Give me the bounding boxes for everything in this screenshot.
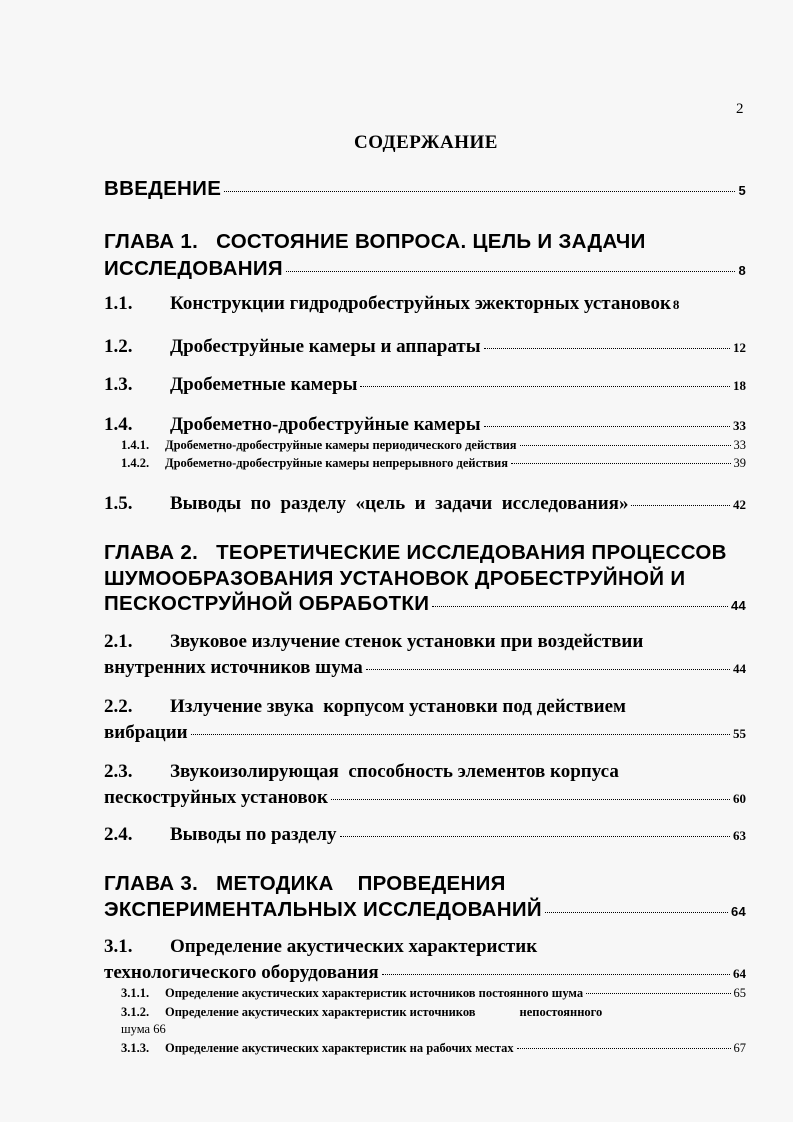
section-number: 2.3.: [104, 761, 133, 782]
toc-section-2-2[interactable]: [104, 694, 746, 747]
toc-section-1-5[interactable]: [104, 493, 746, 515]
section-title-line: внутренних источников шума: [104, 657, 363, 678]
toc-chapter-3[interactable]: [104, 871, 746, 925]
dot-leader: [511, 463, 730, 464]
section-number: 2.1.: [104, 631, 133, 652]
toc-page-number: 33: [733, 418, 746, 433]
section-number: 1.3.: [104, 374, 133, 395]
section-title: Дробеметно-дробеструйные камеры: [170, 414, 481, 435]
subsection-number: 3.1.3.: [121, 1041, 150, 1055]
chapter-title-line: МЕТОДИКА ПРОВЕДЕНИЯ: [216, 872, 506, 895]
dot-leader: [484, 348, 730, 349]
dot-leader: [286, 271, 736, 272]
chapter-title-line: ИССЛЕДОВАНИЯ: [104, 257, 283, 280]
dot-leader: [432, 606, 728, 607]
dot-leader: [340, 836, 730, 837]
subsection-title: Определение акустических характеристик источников постоянного шума: [165, 986, 584, 1000]
section-number: 3.1.: [104, 936, 133, 957]
dot-leader: [517, 1048, 731, 1049]
dot-leader: [520, 445, 731, 446]
section-title-line: Звуковое излучение стенок установки при воздействии: [170, 631, 644, 652]
subsection-title-line: непостоянного: [519, 1005, 603, 1019]
toc-page-number: 63: [733, 828, 746, 843]
section-title-line: вибрации: [104, 722, 188, 743]
toc-section-2-3[interactable]: [104, 759, 746, 812]
toc-page-number: 5: [738, 183, 746, 198]
toc-subsection-1-4-1[interactable]: [121, 438, 746, 453]
toc-entry-intro[interactable]: [104, 177, 746, 201]
chapter-title-line: ПЕСКОСТРУЙНОЙ ОБРАБОТКИ: [104, 592, 430, 615]
toc-page-number: 18: [733, 378, 746, 393]
section-title: Конструкции гидродробеструйных эжекторных установок: [170, 293, 671, 314]
section-number: 2.2.: [104, 696, 133, 717]
dot-leader: [545, 912, 728, 913]
toc-page-number: 12: [733, 340, 746, 355]
toc-subsection-3-1-3[interactable]: [121, 1041, 746, 1056]
toc-section-1-1[interactable]: [104, 293, 746, 315]
toc-page-number: 44: [733, 661, 746, 676]
section-title-line: технологического оборудования: [104, 962, 379, 983]
section-title: Дробеструйные камеры и аппараты: [170, 336, 481, 357]
chapter-title-line: СОСТОЯНИЕ ВОПРОСА. ЦЕЛЬ И ЗАДАЧИ: [216, 230, 646, 253]
section-number: 1.1.: [104, 293, 133, 314]
toc-entry-label: ВВЕДЕНИЕ: [104, 177, 222, 200]
dot-leader: [224, 191, 735, 192]
toc-section-1-2[interactable]: [104, 336, 746, 358]
subsection-title-line: шума 66: [121, 1022, 166, 1036]
section-title-line: Излучение звука корпусом установки под действием: [170, 696, 626, 717]
section-title: Выводы по разделу «цель и задачи исследования»: [170, 493, 629, 514]
toc-section-3-1[interactable]: [104, 934, 746, 987]
toc-section-2-1[interactable]: [104, 629, 746, 682]
page-number: 2: [736, 101, 744, 117]
dot-leader: [586, 993, 730, 994]
toc-subsection-3-1-1[interactable]: [121, 986, 746, 1001]
toc-page-number: 64: [730, 904, 746, 919]
chapter-number: ГЛАВА 1.: [104, 230, 199, 253]
toc-page-number: 33: [733, 438, 746, 452]
toc-chapter-2[interactable]: [104, 540, 746, 619]
dot-leader: [191, 734, 730, 735]
dot-leader: [484, 426, 730, 427]
subsection-number: 3.1.2.: [121, 1005, 150, 1019]
section-number: 1.2.: [104, 336, 133, 357]
toc-page-number: 67: [733, 1041, 746, 1055]
dot-leader: [360, 386, 730, 387]
toc-section-1-4[interactable]: [104, 414, 746, 436]
subsection-number: 3.1.1.: [121, 986, 150, 1000]
toc-chapter-1[interactable]: [104, 228, 746, 284]
toc-page-number: 8: [672, 297, 680, 312]
subsection-number: 1.4.2.: [121, 456, 150, 470]
chapter-number: ГЛАВА 2.: [104, 541, 199, 564]
toc-subsection-1-4-2[interactable]: [121, 456, 746, 471]
subsection-title: Дробеметно-дробеструйные камеры периодического действия: [165, 438, 517, 452]
subsection-title: Дробеметно-дробеструйные камеры непрерывного действия: [165, 456, 509, 470]
toc-page-number: 44: [730, 598, 746, 613]
toc-page-number: 8: [738, 263, 746, 278]
page-title: СОДЕРЖАНИЕ: [354, 132, 498, 153]
section-number: 2.4.: [104, 824, 133, 845]
subsection-title-line: Определение акустических характеристик источников: [165, 1005, 476, 1019]
dot-leader: [331, 799, 730, 800]
toc-page-number: 39: [733, 456, 746, 470]
subsection-title: Определение акустических характеристик на рабочих местах: [165, 1041, 514, 1055]
toc-subsection-3-1-2[interactable]: [121, 1004, 746, 1038]
toc-page-number: 55: [733, 726, 746, 741]
toc-page-number: 60: [733, 791, 746, 806]
section-number: 1.4.: [104, 414, 133, 435]
chapter-number: ГЛАВА 3.: [104, 872, 199, 895]
section-number: 1.5.: [104, 493, 133, 514]
section-title-line: Звукоизолирующая способность элементов корпуса: [170, 761, 619, 782]
chapter-title-line: ТЕОРЕТИЧЕСКИЕ ИССЛЕДОВАНИЯ ПРОЦЕССОВ: [216, 541, 727, 564]
dot-leader: [382, 974, 730, 975]
section-title: Дробеметные камеры: [170, 374, 358, 395]
section-title-line: Определение акустических характеристик: [170, 936, 538, 957]
subsection-number: 1.4.1.: [121, 438, 150, 452]
toc-page-number: 42: [733, 497, 746, 512]
toc-page-number: 65: [733, 986, 746, 1000]
chapter-title-line: ЭКСПЕРИМЕНТАЛЬНЫХ ИССЛЕДОВАНИЙ: [104, 898, 542, 921]
section-title: Выводы по разделу: [170, 824, 337, 845]
dot-leader: [366, 669, 730, 670]
chapter-title-line: ШУМООБРАЗОВАНИЯ УСТАНОВОК ДРОБЕСТРУЙНОЙ И: [104, 566, 686, 590]
toc-section-1-3[interactable]: [104, 374, 746, 396]
toc-section-2-4[interactable]: [104, 824, 746, 846]
section-title-line: пескоструйных установок: [104, 787, 329, 808]
toc-page-number: 64: [733, 966, 746, 981]
dot-leader: [631, 505, 730, 506]
